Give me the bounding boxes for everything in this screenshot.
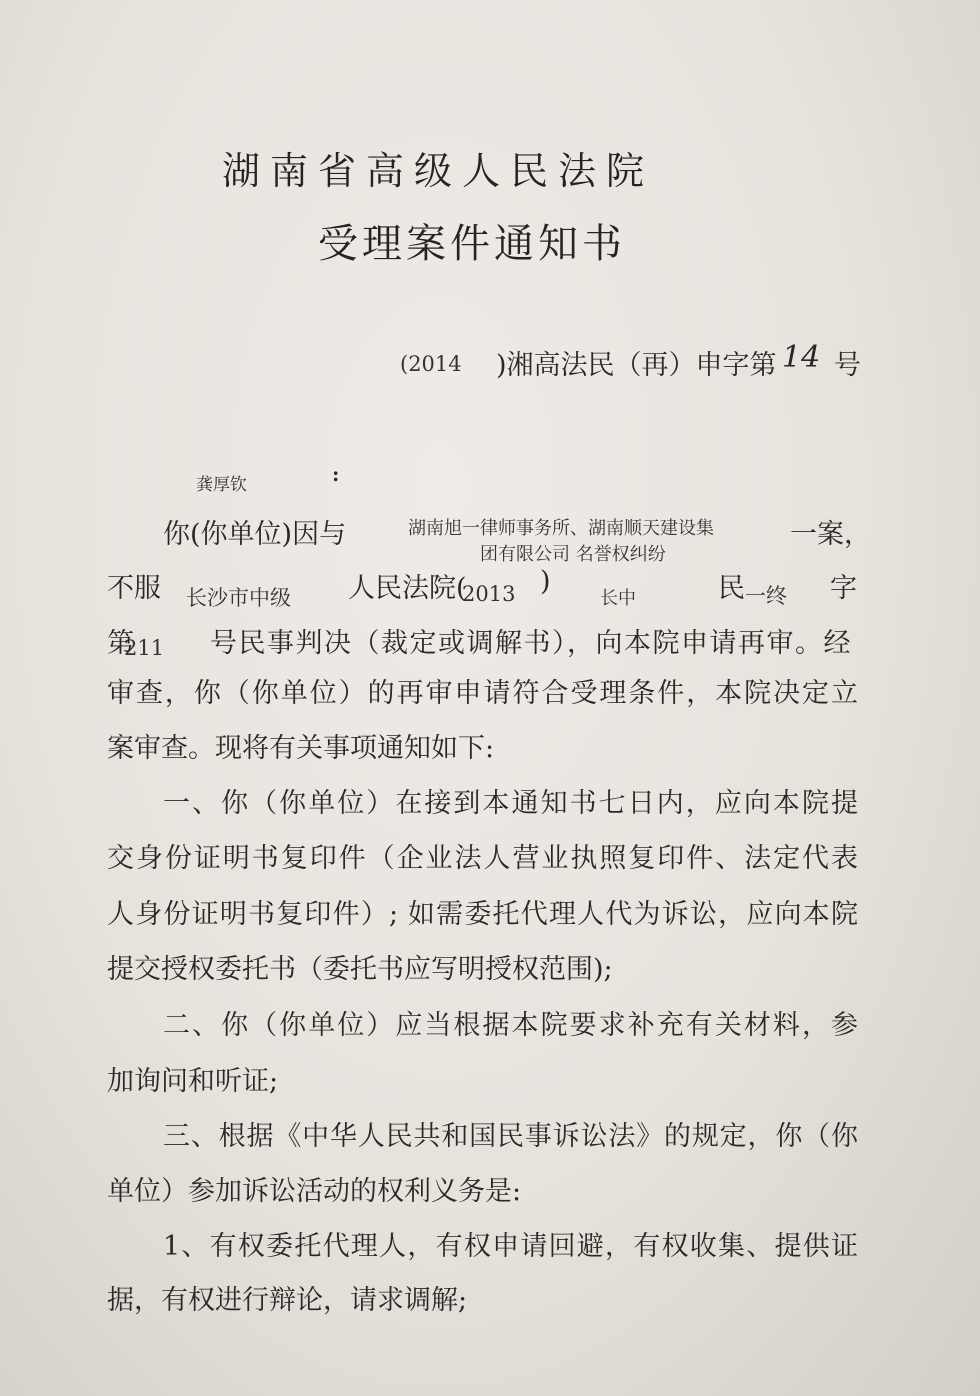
parties: 湖南旭一律师事务所、湖南顺天建设集 bbox=[408, 518, 714, 539]
text: 一案， bbox=[790, 519, 871, 550]
body-line: 二、你（你单位）应当根据本院要求补充有关材料，参 bbox=[163, 1010, 858, 1041]
text: 民 bbox=[718, 573, 745, 604]
text: 你(你单位)因与 bbox=[163, 519, 347, 550]
body-line: 加询问和听证; bbox=[107, 1066, 279, 1097]
body-line: 人身份证明书复印件）; 如需委托代理人代为诉讼，应向本院 bbox=[107, 899, 858, 930]
original-number: 211 bbox=[124, 636, 165, 660]
addressee-colon: : bbox=[332, 462, 340, 486]
body-line: 审查，你（你单位）的再审申请符合受理条件，本院决定立 bbox=[107, 678, 858, 709]
text: 字 bbox=[830, 573, 857, 604]
body-line: 一、你（你单位）在接到本通知书七日内，应向本院提 bbox=[163, 788, 858, 819]
case-type: 一终 bbox=[745, 584, 787, 608]
case-num: 14 bbox=[782, 340, 821, 375]
case-year: (2014 bbox=[400, 352, 462, 376]
text: 第 bbox=[107, 628, 134, 659]
body-line: 1、有权委托代理人，有权申请回避，有权收集、提供证 bbox=[163, 1231, 858, 1262]
text: 号民事判决（裁定或调解书），向本院申请再审。经 bbox=[210, 628, 852, 659]
case-suffix: 号 bbox=[834, 350, 861, 381]
text: 不服 bbox=[107, 573, 161, 604]
addressee-name: 龚厚钦 bbox=[196, 475, 247, 495]
body-line: 案审查。现将有关事项通知如下: bbox=[107, 733, 495, 764]
cause: 团有限公司 名誉权纠纷 bbox=[480, 544, 666, 565]
body-line: 交身份证明书复印件（企业法人营业执照复印件、法定代表 bbox=[107, 843, 858, 874]
body-line: 提交授权委托书（委托书应写明授权范围); bbox=[107, 954, 613, 985]
text: 人民法院( bbox=[348, 573, 467, 604]
case-prefix: )湘高法民（再）申字第 bbox=[496, 350, 777, 381]
original-year: 2013 bbox=[462, 582, 516, 606]
document-title: 受理案件通知书 bbox=[318, 221, 626, 267]
body-line: 单位）参加诉讼活动的权利义务是: bbox=[107, 1176, 522, 1207]
body-line: 据，有权进行辩论，请求调解; bbox=[107, 1285, 468, 1316]
body-line: 三、根据《中华人民共和国民事诉讼法》的规定，你（你 bbox=[163, 1121, 858, 1152]
court-abbr: 长中 bbox=[600, 588, 636, 609]
court-name: 湖南省高级人民法院 bbox=[222, 149, 655, 193]
text: ) bbox=[540, 566, 551, 597]
original-court: 长沙市中级 bbox=[186, 586, 291, 610]
